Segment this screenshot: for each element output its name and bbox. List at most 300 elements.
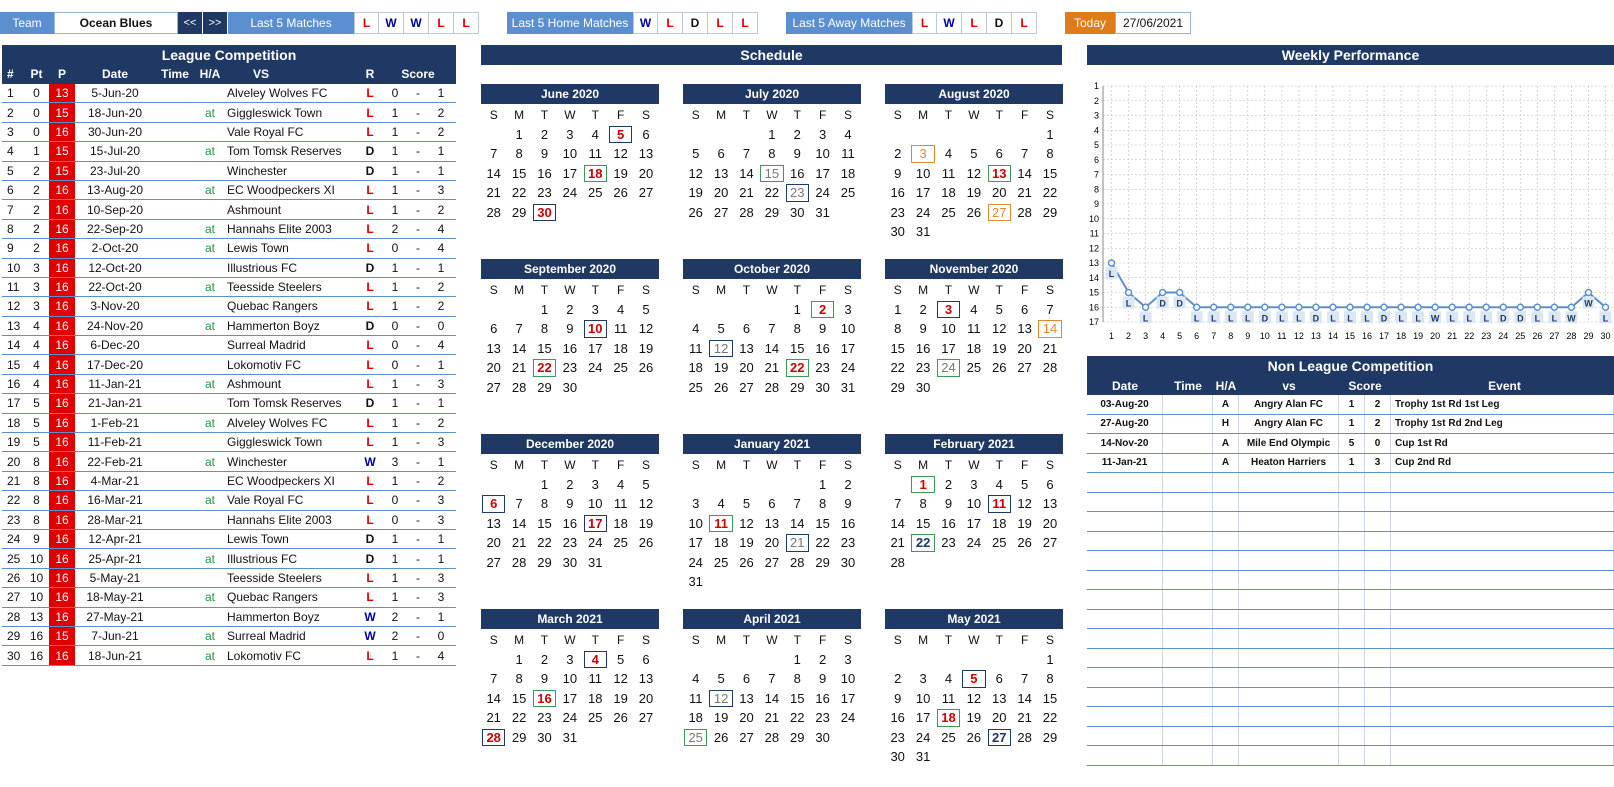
table-row[interactable]: [2, 355, 456, 374]
calendar-day[interactable]: 17: [915, 710, 931, 726]
calendar-day[interactable]: 2: [566, 301, 574, 317]
calendar-day[interactable]: 3: [844, 301, 852, 317]
calendar-day[interactable]: 22: [890, 360, 905, 376]
calendar-day[interactable]: 19: [688, 185, 703, 201]
calendar-day[interactable]: 17: [941, 340, 956, 356]
calendar-day[interactable]: 27: [764, 554, 780, 570]
calendar-day[interactable]: 28: [764, 379, 780, 395]
calendar-day[interactable]: 19: [613, 690, 628, 706]
calendar-day[interactable]: 31: [840, 379, 856, 395]
table-row[interactable]: [2, 608, 456, 627]
table-row[interactable]: [2, 162, 456, 181]
calendar-day[interactable]: 2: [566, 476, 574, 492]
calendar-day[interactable]: 5: [617, 651, 625, 667]
calendar-day[interactable]: 28: [764, 729, 780, 745]
calendar-day[interactable]: 23: [840, 535, 856, 551]
calendar-day[interactable]: 26: [739, 554, 754, 570]
calendar-day[interactable]: 9: [819, 671, 827, 687]
calendar-day[interactable]: 25: [588, 710, 603, 726]
calendar-day[interactable]: 3: [970, 476, 978, 492]
calendar-day[interactable]: 25: [966, 360, 982, 376]
calendar-day[interactable]: 19: [966, 710, 982, 726]
calendar-day[interactable]: 3: [919, 671, 927, 687]
calendar-day[interactable]: 7: [768, 671, 776, 687]
calendar-day[interactable]: 4: [970, 301, 978, 317]
calendar-day[interactable]: 24: [840, 710, 856, 726]
calendar-day[interactable]: 24: [815, 185, 830, 201]
calendar-day[interactable]: 3: [591, 301, 599, 317]
calendar-day[interactable]: 9: [819, 321, 827, 337]
calendar-day[interactable]: 21: [1042, 340, 1058, 356]
calendar-day[interactable]: 5: [642, 301, 650, 317]
table-row[interactable]: [2, 103, 456, 122]
calendar-day[interactable]: 19: [638, 340, 654, 356]
calendar-day[interactable]: 28: [890, 554, 905, 570]
calendar-day[interactable]: 21: [511, 535, 527, 551]
calendar-day[interactable]: 30: [840, 554, 856, 570]
calendar-day[interactable]: 13: [713, 165, 729, 181]
match-day[interactable]: 16: [532, 689, 557, 709]
calendar-day[interactable]: 7: [490, 146, 498, 162]
calendar-day[interactable]: 28: [511, 379, 527, 395]
calendar-day[interactable]: 18: [688, 710, 703, 726]
calendar-day[interactable]: 17: [915, 185, 931, 201]
calendar-day[interactable]: 7: [1021, 671, 1029, 687]
calendar-day[interactable]: 7: [768, 321, 776, 337]
table-row[interactable]: [2, 84, 456, 103]
calendar-day[interactable]: 16: [790, 165, 805, 181]
next-team-button[interactable]: >>: [203, 12, 228, 34]
calendar-day[interactable]: 30: [537, 729, 552, 745]
calendar-day[interactable]: 21: [764, 710, 780, 726]
calendar-day[interactable]: 6: [1021, 301, 1029, 317]
calendar-day[interactable]: 5: [970, 146, 978, 162]
table-row[interactable]: [2, 336, 456, 355]
match-day[interactable]: 30: [532, 203, 557, 223]
calendar-day[interactable]: 1: [1046, 126, 1054, 142]
calendar-day[interactable]: 4: [692, 321, 700, 337]
calendar-day[interactable]: 9: [894, 165, 902, 181]
calendar-day[interactable]: 8: [1046, 146, 1054, 162]
calendar-day[interactable]: 30: [562, 554, 578, 570]
calendar-day[interactable]: 22: [1042, 185, 1058, 201]
calendar-day[interactable]: 2: [894, 146, 902, 162]
match-day[interactable]: 1: [910, 475, 935, 495]
calendar-day[interactable]: 16: [562, 340, 578, 356]
calendar-day[interactable]: 21: [739, 185, 754, 201]
calendar-day[interactable]: 14: [486, 690, 501, 706]
calendar-day[interactable]: 11: [967, 321, 981, 337]
calendar-day[interactable]: 2: [540, 651, 549, 667]
calendar-day[interactable]: 26: [613, 185, 628, 201]
calendar-day[interactable]: 16: [815, 340, 830, 356]
team-selector[interactable]: Ocean Blues: [54, 12, 178, 34]
calendar-day[interactable]: 10: [915, 165, 931, 181]
calendar-day[interactable]: 26: [713, 379, 729, 395]
calendar-day[interactable]: 10: [966, 496, 982, 512]
calendar-day[interactable]: 12: [638, 321, 654, 337]
match-day[interactable]: 11: [708, 514, 733, 534]
calendar-day[interactable]: 20: [1042, 515, 1058, 531]
calendar-day[interactable]: 4: [617, 301, 625, 317]
calendar-day[interactable]: 6: [742, 321, 751, 337]
calendar-day[interactable]: 1: [793, 651, 801, 667]
calendar-day[interactable]: 12: [966, 690, 982, 706]
calendar-day[interactable]: 2: [919, 301, 927, 317]
calendar-day[interactable]: 28: [790, 554, 805, 570]
calendar-day[interactable]: 23: [562, 535, 578, 551]
calendar-day[interactable]: 13: [486, 515, 501, 531]
calendar-day[interactable]: 5: [717, 321, 725, 337]
calendar-day[interactable]: 2: [793, 126, 801, 142]
calendar-day[interactable]: 22: [537, 535, 552, 551]
calendar-day[interactable]: 12: [638, 496, 654, 512]
calendar-day[interactable]: 20: [713, 185, 729, 201]
table-row[interactable]: [2, 472, 456, 491]
calendar-day[interactable]: 7: [742, 146, 751, 162]
calendar-day[interactable]: 4: [591, 126, 599, 142]
calendar-day[interactable]: 12: [992, 321, 1007, 337]
match-day[interactable]: 12: [708, 689, 733, 709]
calendar-day[interactable]: 20: [486, 360, 501, 376]
calendar-day[interactable]: 8: [793, 321, 801, 337]
match-day[interactable]: 6: [481, 494, 506, 514]
match-day[interactable]: 3: [936, 300, 961, 320]
calendar-day[interactable]: 8: [515, 146, 523, 162]
calendar-day[interactable]: 17: [815, 165, 830, 181]
calendar-day[interactable]: 20: [1017, 340, 1032, 356]
calendar-day[interactable]: 17: [840, 340, 856, 356]
calendar-day[interactable]: 28: [511, 554, 527, 570]
calendar-day[interactable]: 7: [1021, 146, 1029, 162]
calendar-day[interactable]: 7: [515, 321, 523, 337]
calendar-day[interactable]: 9: [844, 496, 852, 512]
calendar-day[interactable]: 31: [562, 729, 578, 745]
calendar-day[interactable]: 26: [966, 729, 982, 745]
calendar-day[interactable]: 6: [1046, 476, 1054, 492]
table-row[interactable]: [2, 530, 456, 549]
match-day[interactable]: 27: [987, 728, 1012, 748]
calendar-day[interactable]: 15: [915, 515, 931, 531]
calendar-day[interactable]: 13: [638, 671, 654, 687]
calendar-day[interactable]: 20: [992, 710, 1007, 726]
match-day[interactable]: 5: [608, 125, 633, 145]
match-day[interactable]: 10: [583, 319, 608, 339]
calendar-day[interactable]: 30: [815, 729, 830, 745]
calendar-day[interactable]: 30: [815, 379, 830, 395]
calendar-day[interactable]: 3: [566, 651, 574, 667]
calendar-day[interactable]: 14: [790, 515, 805, 531]
calendar-day[interactable]: 9: [944, 496, 953, 512]
calendar-day[interactable]: 19: [992, 340, 1007, 356]
table-row[interactable]: [2, 511, 456, 530]
calendar-day[interactable]: 8: [894, 321, 902, 337]
calendar-day[interactable]: 20: [638, 690, 654, 706]
calendar-day[interactable]: 29: [890, 379, 905, 395]
calendar-day[interactable]: 22: [790, 710, 805, 726]
calendar-day[interactable]: 14: [1017, 690, 1032, 706]
calendar-day[interactable]: 2: [540, 126, 549, 142]
match-day[interactable]: 21: [785, 533, 810, 553]
calendar-day[interactable]: 13: [1017, 321, 1032, 337]
calendar-day[interactable]: 30: [890, 224, 905, 240]
calendar-day[interactable]: 3: [844, 651, 852, 667]
calendar-day[interactable]: 26: [966, 204, 982, 220]
calendar-day[interactable]: 12: [966, 165, 982, 181]
match-day[interactable]: 2: [810, 300, 835, 320]
match-day[interactable]: 13: [987, 164, 1012, 184]
calendar-day[interactable]: 6: [490, 321, 498, 337]
calendar-day[interactable]: 20: [739, 360, 754, 376]
calendar-day[interactable]: 15: [790, 340, 805, 356]
calendar-day[interactable]: 24: [562, 710, 578, 726]
calendar-day[interactable]: 25: [588, 185, 603, 201]
calendar-day[interactable]: 15: [790, 690, 805, 706]
calendar-day[interactable]: 12: [688, 165, 703, 181]
calendar-day[interactable]: 29: [511, 729, 527, 745]
calendar-day[interactable]: 14: [511, 515, 527, 531]
calendar-day[interactable]: 15: [537, 340, 552, 356]
match-day[interactable]: 5: [961, 669, 986, 689]
calendar-day[interactable]: 28: [739, 204, 754, 220]
calendar-day[interactable]: 4: [692, 671, 700, 687]
calendar-day[interactable]: 15: [537, 515, 552, 531]
calendar-day[interactable]: 26: [1017, 535, 1032, 551]
calendar-day[interactable]: 31: [688, 574, 703, 590]
calendar-day[interactable]: 17: [588, 340, 603, 356]
match-day[interactable]: 28: [481, 728, 506, 748]
calendar-day[interactable]: 20: [638, 165, 654, 181]
calendar-day[interactable]: 19: [1017, 515, 1032, 531]
calendar-day[interactable]: 15: [511, 690, 527, 706]
calendar-day[interactable]: 30: [562, 379, 578, 395]
calendar-day[interactable]: 9: [566, 496, 574, 512]
calendar-day[interactable]: 16: [562, 515, 578, 531]
calendar-day[interactable]: 19: [713, 710, 729, 726]
calendar-day[interactable]: 27: [1042, 535, 1058, 551]
calendar-day[interactable]: 9: [540, 146, 549, 162]
calendar-day[interactable]: 31: [915, 224, 931, 240]
calendar-day[interactable]: 25: [613, 535, 628, 551]
table-row[interactable]: [1087, 415, 1614, 435]
calendar-day[interactable]: 24: [966, 535, 982, 551]
calendar-day[interactable]: 7: [515, 496, 523, 512]
calendar-day[interactable]: 15: [815, 515, 830, 531]
calendar-day[interactable]: 30: [915, 379, 931, 395]
calendar-day[interactable]: 29: [790, 729, 805, 745]
match-day[interactable]: 3: [910, 144, 935, 164]
calendar-day[interactable]: 26: [638, 535, 654, 551]
calendar-day[interactable]: 6: [642, 651, 650, 667]
calendar-day[interactable]: 1: [540, 301, 549, 317]
calendar-day[interactable]: 27: [1017, 360, 1032, 376]
table-row[interactable]: [2, 200, 456, 219]
calendar-day[interactable]: 21: [1017, 710, 1032, 726]
calendar-day[interactable]: 29: [1042, 204, 1058, 220]
calendar-day[interactable]: 4: [617, 476, 625, 492]
calendar-day[interactable]: 24: [588, 535, 603, 551]
table-row[interactable]: [2, 259, 456, 278]
calendar-day[interactable]: 19: [638, 515, 654, 531]
calendar-day[interactable]: 17: [840, 690, 856, 706]
calendar-day[interactable]: 31: [815, 204, 830, 220]
match-day[interactable]: 18: [936, 708, 961, 728]
calendar-day[interactable]: 1: [768, 126, 776, 142]
calendar-day[interactable]: 23: [890, 729, 905, 745]
calendar-day[interactable]: 27: [638, 710, 654, 726]
calendar-day[interactable]: 12: [613, 671, 628, 687]
calendar-day[interactable]: 29: [537, 554, 552, 570]
table-row[interactable]: [2, 646, 456, 665]
calendar-day[interactable]: 26: [992, 360, 1007, 376]
calendar-day[interactable]: 2: [844, 476, 852, 492]
calendar-day[interactable]: 21: [511, 360, 527, 376]
match-day[interactable]: 12: [708, 339, 733, 359]
calendar-day[interactable]: 18: [588, 690, 603, 706]
calendar-day[interactable]: 8: [1046, 671, 1054, 687]
calendar-day[interactable]: 6: [742, 671, 751, 687]
calendar-day[interactable]: 24: [688, 554, 703, 570]
match-day[interactable]: 22: [785, 358, 810, 378]
calendar-day[interactable]: 24: [562, 185, 578, 201]
match-day[interactable]: 22: [532, 358, 557, 378]
calendar-day[interactable]: 27: [739, 729, 754, 745]
calendar-day[interactable]: 19: [739, 535, 754, 551]
calendar-day[interactable]: 7: [490, 671, 498, 687]
table-row[interactable]: [2, 375, 456, 394]
table-row[interactable]: [2, 491, 456, 510]
calendar-day[interactable]: 18: [966, 340, 982, 356]
calendar-day[interactable]: 1: [515, 651, 523, 667]
calendar-day[interactable]: 22: [815, 535, 830, 551]
calendar-day[interactable]: 23: [890, 204, 905, 220]
calendar-day[interactable]: 27: [713, 204, 729, 220]
calendar-day[interactable]: 26: [613, 710, 628, 726]
table-row[interactable]: [2, 588, 456, 607]
calendar-day[interactable]: 10: [815, 146, 830, 162]
calendar-day[interactable]: 27: [486, 379, 501, 395]
match-day[interactable]: 24: [936, 358, 961, 378]
calendar-day[interactable]: 29: [1042, 729, 1058, 745]
calendar-day[interactable]: 20: [486, 535, 501, 551]
calendar-day[interactable]: 10: [562, 146, 578, 162]
calendar-day[interactable]: 5: [995, 301, 1003, 317]
calendar-day[interactable]: 10: [915, 690, 931, 706]
calendar-day[interactable]: 25: [992, 535, 1007, 551]
calendar-day[interactable]: 18: [613, 515, 628, 531]
calendar-day[interactable]: 1: [793, 301, 801, 317]
table-row[interactable]: [2, 414, 456, 433]
calendar-day[interactable]: 4: [944, 671, 953, 687]
calendar-day[interactable]: 23: [562, 360, 578, 376]
table-row[interactable]: [2, 142, 456, 161]
calendar-day[interactable]: 25: [713, 554, 729, 570]
calendar-day[interactable]: 25: [941, 204, 956, 220]
table-row[interactable]: [2, 569, 456, 588]
calendar-day[interactable]: 8: [540, 321, 549, 337]
calendar-day[interactable]: 18: [992, 515, 1007, 531]
calendar-day[interactable]: 19: [713, 360, 729, 376]
match-day[interactable]: 14: [1037, 319, 1062, 339]
calendar-day[interactable]: 9: [894, 690, 902, 706]
calendar-day[interactable]: 5: [1021, 476, 1029, 492]
table-row[interactable]: [1087, 434, 1614, 454]
calendar-day[interactable]: 13: [1042, 496, 1058, 512]
calendar-day[interactable]: 13: [739, 690, 754, 706]
table-row[interactable]: [2, 278, 456, 297]
calendar-day[interactable]: 1: [540, 476, 549, 492]
calendar-day[interactable]: 14: [511, 340, 527, 356]
calendar-day[interactable]: 12: [1017, 496, 1032, 512]
calendar-day[interactable]: 11: [941, 165, 956, 181]
calendar-day[interactable]: 18: [713, 535, 729, 551]
calendar-day[interactable]: 21: [486, 185, 501, 201]
calendar-day[interactable]: 11: [688, 340, 703, 356]
calendar-day[interactable]: 8: [919, 496, 927, 512]
calendar-day[interactable]: 26: [638, 360, 654, 376]
calendar-day[interactable]: 2: [819, 651, 827, 667]
calendar-day[interactable]: 14: [890, 515, 905, 531]
calendar-day[interactable]: 23: [815, 360, 830, 376]
calendar-day[interactable]: 16: [890, 185, 905, 201]
calendar-day[interactable]: 29: [537, 379, 552, 395]
calendar-day[interactable]: 27: [638, 185, 654, 201]
calendar-day[interactable]: 15: [1042, 690, 1058, 706]
match-day[interactable]: 11: [987, 494, 1012, 514]
calendar-day[interactable]: 25: [941, 729, 956, 745]
calendar-day[interactable]: 17: [966, 515, 982, 531]
table-row[interactable]: [1087, 395, 1614, 415]
match-day[interactable]: 22: [910, 533, 935, 553]
table-row[interactable]: [2, 123, 456, 142]
match-day[interactable]: 25: [683, 728, 708, 748]
calendar-day[interactable]: 10: [688, 515, 703, 531]
calendar-day[interactable]: 26: [688, 204, 703, 220]
calendar-day[interactable]: 12: [613, 146, 628, 162]
calendar-day[interactable]: 22: [764, 185, 780, 201]
calendar-day[interactable]: 29: [764, 204, 780, 220]
calendar-day[interactable]: 10: [941, 321, 956, 337]
calendar-day[interactable]: 16: [815, 690, 830, 706]
calendar-day[interactable]: 23: [537, 710, 552, 726]
match-day[interactable]: 17: [583, 514, 608, 534]
calendar-day[interactable]: 13: [638, 146, 654, 162]
calendar-day[interactable]: 11: [588, 671, 602, 687]
calendar-day[interactable]: 11: [941, 690, 956, 706]
calendar-day[interactable]: 11: [841, 146, 855, 162]
calendar-day[interactable]: 3: [819, 126, 827, 142]
calendar-day[interactable]: 9: [919, 321, 927, 337]
table-row[interactable]: [2, 394, 456, 413]
calendar-day[interactable]: 17: [688, 535, 703, 551]
calendar-day[interactable]: 18: [840, 165, 856, 181]
calendar-day[interactable]: 14: [1017, 165, 1032, 181]
calendar-day[interactable]: 16: [537, 165, 552, 181]
calendar-day[interactable]: 24: [840, 360, 856, 376]
calendar-day[interactable]: 20: [739, 710, 754, 726]
calendar-day[interactable]: 6: [642, 126, 650, 142]
match-day[interactable]: 23: [785, 183, 810, 203]
calendar-day[interactable]: 12: [739, 515, 754, 531]
calendar-day[interactable]: 9: [793, 146, 801, 162]
calendar-day[interactable]: 5: [692, 146, 700, 162]
calendar-day[interactable]: 11: [613, 496, 628, 512]
calendar-day[interactable]: 8: [540, 496, 549, 512]
calendar-day[interactable]: 23: [815, 710, 830, 726]
match-day[interactable]: 4: [583, 650, 608, 670]
calendar-day[interactable]: 15: [1042, 165, 1058, 181]
calendar-day[interactable]: 19: [966, 185, 982, 201]
